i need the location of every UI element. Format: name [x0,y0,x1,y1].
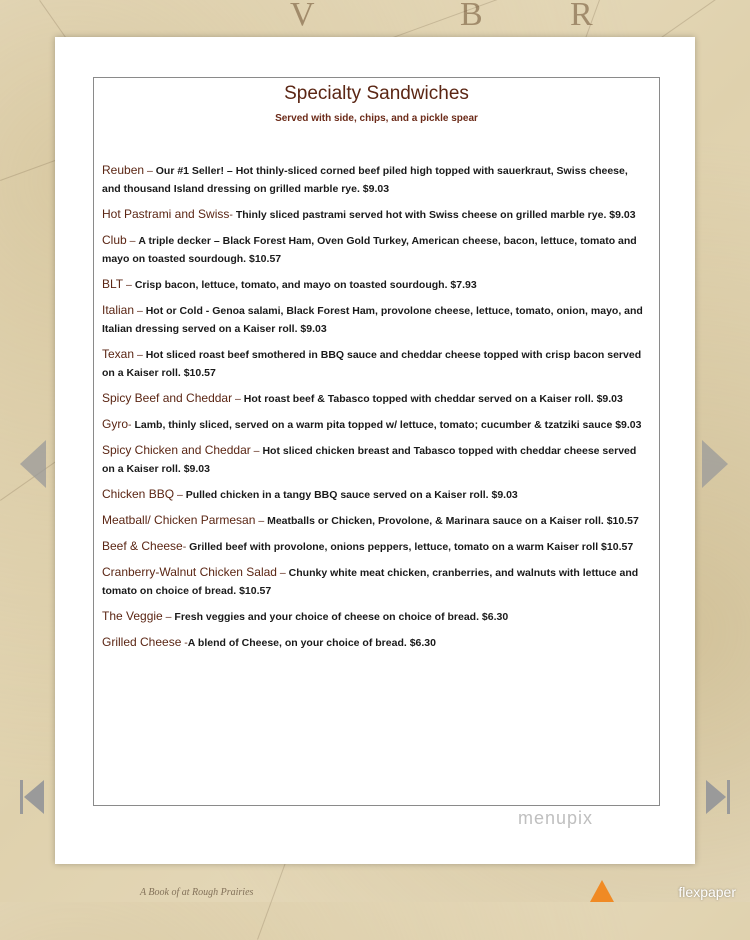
menu-item-description: Our #1 Seller! – Hot thinly-sliced corned beef piled high topped with sauerkraut, Swiss cheese, and thousand Island dressing on grilled marble rye. $9.03 [102,165,628,195]
menu-item-name: The Veggie [102,609,163,623]
menu-item-name: Grilled Cheese [102,635,182,649]
menu-title: Specialty Sandwiches [284,83,469,104]
menu-item-name: Texan [102,347,135,361]
menu-item-name: Reuben [102,163,145,177]
menu-item-description: Hot sliced roast beef smothered in BBQ sauce and cheddar cheese topped with crisp bacon served on a Kaiser roll. $10.57 [102,349,642,379]
menu-item-name: Spicy Chicken and Cheddar [102,443,251,457]
next-page-arrow-icon[interactable] [702,440,728,488]
menu-item [102,511,649,530]
menu-item-separator: – [162,611,175,623]
menu-item-separator: - [182,541,190,553]
menu-item [102,345,649,382]
menu-items-list [94,161,659,652]
menu-item-name: Cranberry-Walnut Chicken Salad [102,565,277,579]
menu-item [102,389,649,408]
first-page-bar-icon [20,780,23,814]
menu-item-description: Chunky white meat chicken, cranberries, and walnuts with lettuce and tomato on choice of bread. $10.57 [102,567,639,597]
map-letter: R [570,0,599,33]
menu-item [102,205,649,224]
menu-item-separator: - [128,419,135,431]
menu-item-name: Italian [102,303,135,317]
menu-item-description: Meatballs or Chicken, Provolone, & Marinara sauce on a Kaiser roll. $10.57 [267,515,639,527]
menu-item-separator: – [134,305,146,317]
menu-item-name: Meatball/ Chicken Parmesan [102,513,256,527]
menu-item [102,415,649,434]
menu-item-name: Gyro [102,417,129,431]
menu-subtitle: Served with side, chips, and a pickle spear [275,113,478,124]
map-letter: V [290,0,321,33]
menu-item-name: Club [102,233,127,247]
menu-item-description: Pulled chicken in a tangy BBQ sauce served on a Kaiser roll. $9.03 [185,489,518,501]
flexpaper-brand[interactable]: flexpaper [678,884,736,900]
menu-item-description: Hot sliced chicken breast and Tabasco topped with cheddar cheese served on a Kaiser roll. $9.03 [102,445,637,475]
menu-item-name: Spicy Beef and Cheddar [102,391,233,405]
menu-item-description: Lamb, thinly sliced, served on a warm pita topped w/ lettuce, tomato; cucumber & tzatziki sauce $9.03 [134,419,642,431]
menu-item-separator: – [134,349,146,361]
menu-item [102,441,649,478]
menu-item [102,607,649,626]
menu-item-separator: – [276,567,289,579]
menu-item-description: Crisp bacon, lettuce, tomato, and mayo on toasted sourdough. $7.93 [134,279,477,291]
menu-item-separator: - [181,637,188,649]
menu-item-separator: – [144,165,156,177]
menu-item-description: Grilled beef with provolone, onions peppers, lettuce, tomato on a warm Kaiser roll $10.57 [189,541,634,553]
menu-item [102,275,649,294]
menu-item-separator: – [174,489,186,501]
previous-page-arrow-icon[interactable] [20,440,46,488]
menu-item-name: Chicken BBQ [102,487,175,501]
menu-item-separator: – [255,515,268,527]
menu-item-name: Hot Pastrami and Swiss [102,207,230,221]
menu-page [55,37,695,864]
menu-item-name: BLT [102,277,124,291]
menu-item-separator: – [232,393,244,405]
last-page-bar-icon [727,780,730,814]
menu-item [102,485,649,504]
menu-item-separator: – [126,235,139,247]
menu-item-separator: – [250,445,263,457]
menu-item-description: Hot or Cold - Genoa salami, Black Forest Ham, provolone cheese, lettuce, tomato, onion, mayo, and Italian dressing served on a Kaiser roll. $9.03 [102,305,643,335]
menu-item-name: Beef & Cheese [102,539,183,553]
menu-item-description: A triple decker – Black Forest Ham, Oven Gold Turkey, American cheese, bacon, lettuce, tomato and mayo on toasted sourdough. $10.57 [102,235,637,265]
last-page-arrow-icon [706,780,726,814]
menu-item [102,161,649,198]
menu-item-separator: – [123,279,135,291]
first-page-button[interactable] [20,780,48,814]
menu-item [102,301,649,338]
last-page-button[interactable] [702,780,730,814]
flexpaper-logo-icon [590,880,614,902]
menu-item-description: Fresh veggies and your choice of cheese on choice of bread. $6.30 [174,611,509,623]
first-page-arrow-icon [24,780,44,814]
menu-item-description: Thinly sliced pastrami served hot with Swiss cheese on grilled marble rye. $9.03 [235,209,636,221]
menu-frame [93,77,660,806]
map-caption: A Book of at Rough Prairies [140,887,254,898]
menupix-watermark: menupix [518,808,594,828]
menu-item [102,563,649,600]
menu-item-separator: - [229,209,236,221]
menu-item [102,537,649,556]
menu-item-description: A blend of Cheese, on your choice of bread. $6.30 [187,637,436,649]
menu-item [102,231,649,268]
menu-item [102,633,649,652]
map-letter: B [460,0,489,33]
menu-item-description: Hot roast beef & Tabasco topped with cheddar served on a Kaiser roll. $9.03 [243,393,623,405]
